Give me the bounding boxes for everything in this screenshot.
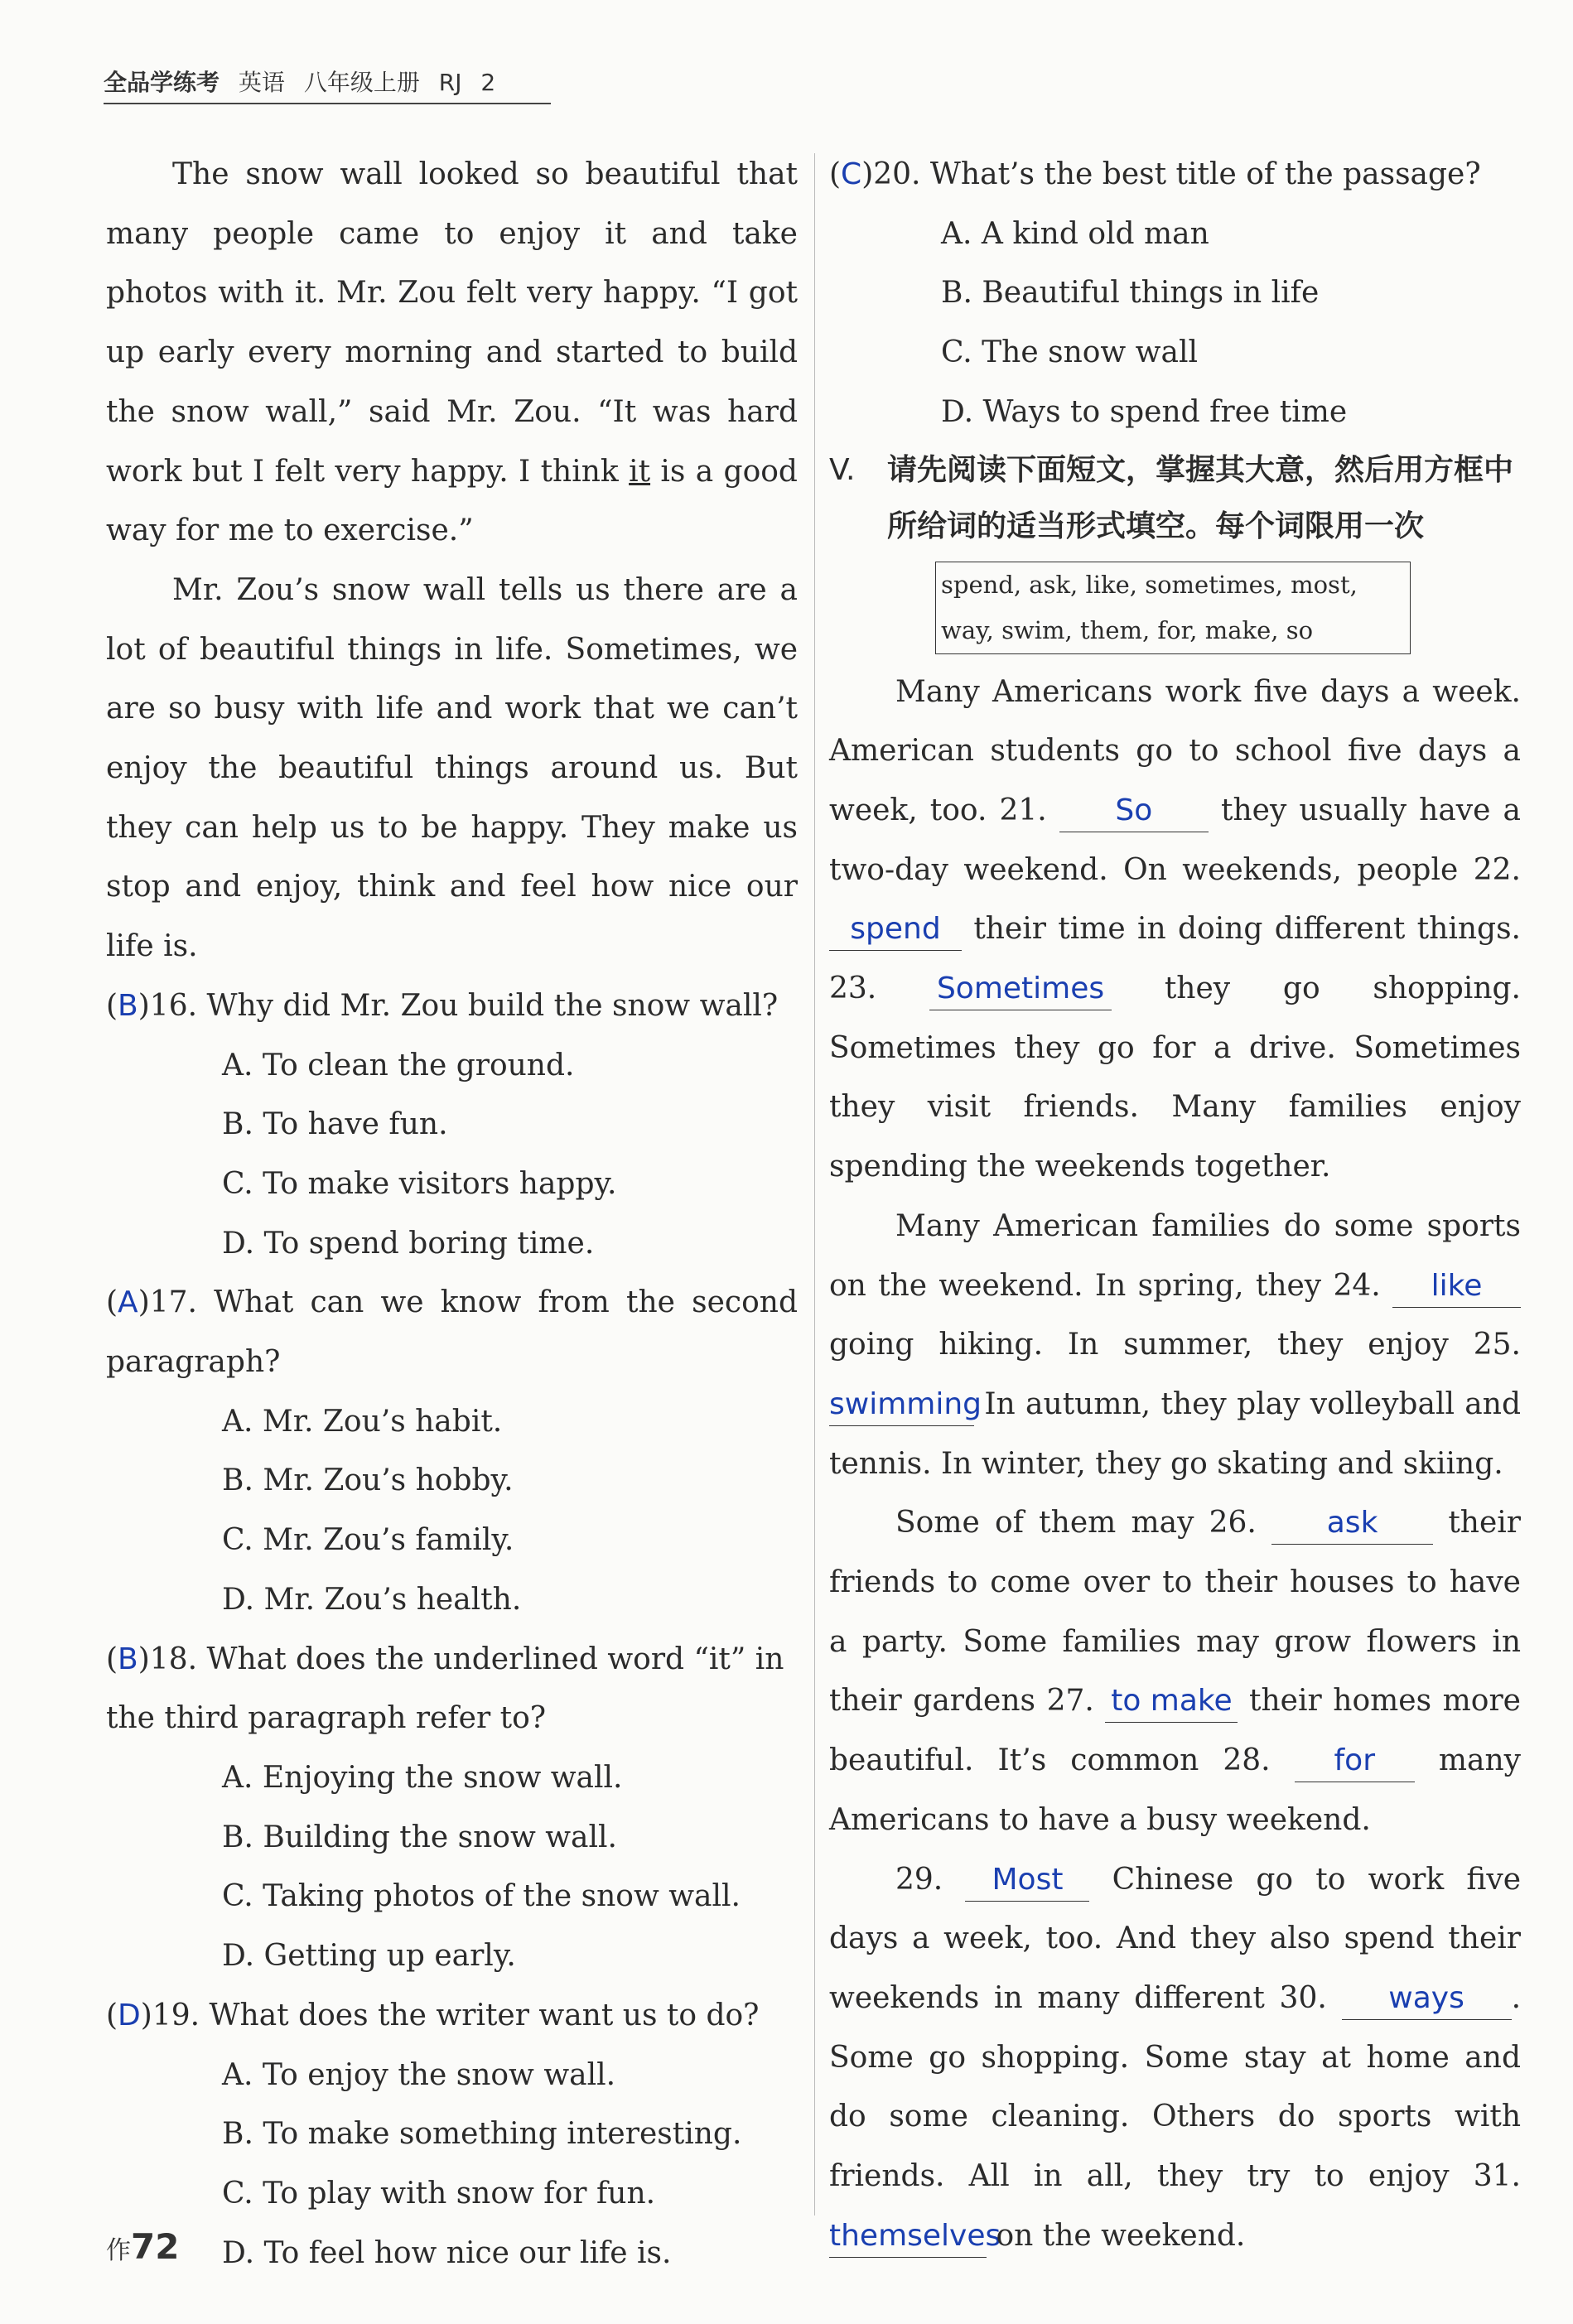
question-20: (C)20. What’s the best title of the passage? A. A kind old man B. Beautiful things in life C. The snow wall D. Ways to spend free time: [829, 145, 1521, 442]
answer-17: A: [118, 1285, 138, 1320]
option: B. Beautiful things in life: [941, 276, 1320, 311]
word-box-line: spend, ask, like, sometimes, most,: [941, 570, 1358, 599]
option: C. To play with snow for fun.: [222, 2176, 656, 2211]
answer-20: C: [841, 157, 862, 191]
option: C. Mr. Zou’s family.: [222, 1523, 514, 1558]
question-17: (A)17. What can we know from the second paragraph? A. Mr. Zou’s habit. B. Mr. Zou’s hobby. C. Mr. Zou’s family. D. Mr. Zou’s health.: [106, 1273, 798, 1629]
paragraph-text: Chinese go to work five days a week, too. And they also spend their weekends in many different 30.: [829, 1862, 1521, 2015]
blank-27: to make: [1105, 1680, 1238, 1723]
paragraph-text: they usually have a two-day weekend. On weekends, people 22.: [829, 793, 1521, 887]
paragraph-text: Many Americans work five days a week. American students go to school five days a week, too. 21.: [829, 674, 1521, 827]
blank-26: ask: [1271, 1502, 1433, 1545]
cloze-paragraph: [829, 1493, 1521, 1849]
paragraph-text: going hiking. In summer, they enjoy 25.: [829, 1328, 1521, 1362]
option: D. Ways to spend free time: [941, 394, 1348, 429]
option: B. Building the snow wall.: [222, 1820, 617, 1854]
paragraph-text: . Some go shopping. Some stay at home and do some cleaning. Others do sports with friends. All in all, they try to enjoy 31.: [829, 1980, 1522, 2194]
header-rule: [104, 103, 551, 104]
paragraph-text: Some of them may 26.: [895, 1506, 1257, 1540]
column-divider: [814, 153, 815, 2216]
option: D. To spend boring time.: [222, 1226, 595, 1261]
paragraph-text: In autumn, they play volleyball and tennis. In winter, they go skating and skiing.: [829, 1386, 1521, 1481]
option: B. To make something interesting.: [222, 2117, 742, 2152]
blank-30: ways: [1342, 1978, 1512, 2020]
section-number: V.: [829, 452, 856, 487]
answer-16: B: [118, 988, 138, 1023]
passage-paragraph: [106, 145, 798, 561]
page-header: [104, 65, 507, 98]
section-instruction: [829, 442, 1521, 555]
option: D. To feel how nice our life is.: [222, 2235, 672, 2270]
paragraph-text: Many American families do some sports on the weekend. In spring, they 24.: [829, 1208, 1521, 1303]
blank-25: swimming: [829, 1384, 974, 1426]
option: D. Getting up early.: [222, 1939, 516, 1974]
paragraph-text: their friends to come over to their houses to have a party. Some families may grow flowers in their gardens 27.: [829, 1506, 1521, 1719]
edition: RJ: [438, 69, 462, 96]
option: A. Enjoying the snow wall.: [222, 1760, 623, 1795]
question-stem: 17. What can we know from the second paragraph?: [106, 1285, 798, 1380]
option: D. Mr. Zou’s health.: [222, 1582, 522, 1617]
right-column: [829, 145, 1521, 2266]
option: C. To make visitors happy.: [222, 1166, 617, 1201]
word-box: [935, 562, 1411, 654]
page-footer: [106, 2226, 179, 2267]
underlined-it: it: [629, 454, 651, 489]
paragraph-text: they go shopping. Sometimes they go for a drive. Sometimes they visit friends. Many families enjoy spending the weekends together.: [829, 972, 1521, 1184]
page-number: 72: [131, 2226, 180, 2267]
instruction-text: 请先阅读下面短文，掌握其大意，然后用方框中所给词的适当形式填空。每个词限用一次: [887, 452, 1514, 543]
option: A. Mr. Zou’s habit.: [222, 1404, 503, 1439]
left-column: [106, 145, 798, 2283]
blank-23: Sometimes: [929, 968, 1112, 1010]
book-number: 2: [480, 69, 496, 96]
blank-21: So: [1059, 790, 1209, 832]
cloze-paragraph: [829, 1197, 1521, 1494]
word-box-line: way, swim, them, for, make, so: [941, 615, 1314, 644]
option: B. To have fun.: [222, 1107, 448, 1142]
option: C. The snow wall: [941, 335, 1198, 370]
question-stem: 18. What does the underlined word “it” in the third paragraph refer to?: [106, 1642, 784, 1736]
blank-28: for: [1295, 1740, 1415, 1782]
paragraph-text: their time in doing different things. 23.: [829, 912, 1521, 1006]
paragraph-text: is a good way for me to exercise.”: [106, 454, 798, 548]
footer-prefix: 作: [106, 2236, 131, 2265]
option: C. Taking photos of the snow wall.: [222, 1879, 741, 1914]
blank-24: like: [1392, 1266, 1521, 1308]
option: B. Mr. Zou’s hobby.: [222, 1463, 514, 1498]
paragraph-text: their homes more beautiful. It’s common 28.: [829, 1684, 1521, 1778]
question-stem: 20. What’s the best title of the passage?: [873, 157, 1481, 191]
question-19: (D)19. What does the writer want us to do? A. To enjoy the snow wall. B. To make something interesting. C. To play with snow for fun. D. To feel how nice our life is.: [106, 1986, 798, 2283]
passage-paragraph: Mr. Zou’s snow wall tells us there are a lot of beautiful things in life. Sometimes, we are so busy with life and work that we can’t enjoy the beautiful things around us. But they can help us to be happy. They make us stop and enjoy, think and feel how nice our life is.: [106, 572, 798, 964]
grade: 八年级上册: [303, 69, 420, 96]
subject: 英语: [238, 69, 285, 96]
question-16: (B)16. Why did Mr. Zou build the snow wall? A. To clean the ground. B. To have fun. C. To make visitors happy. D. To spend boring time.: [106, 976, 798, 1274]
paragraph-text: many Americans to have a busy weekend.: [829, 1743, 1521, 1837]
question-stem: 16. Why did Mr. Zou build the snow wall?: [149, 988, 779, 1023]
answer-19: D: [118, 1998, 141, 2032]
series-name: 全品学练考: [104, 69, 220, 96]
paragraph-text: on the weekend.: [996, 2218, 1246, 2253]
cloze-paragraph: [829, 663, 1521, 1197]
option: A. To enjoy the snow wall.: [222, 2057, 616, 2092]
blank-31: themselves: [829, 2216, 987, 2258]
option: A. To clean the ground.: [222, 1048, 575, 1082]
question-stem: 19. What does the writer want us to do?: [152, 1998, 760, 2032]
blank-22: spend: [829, 909, 962, 951]
cloze-paragraph: [829, 1850, 1521, 2266]
paragraph-text: The snow wall looked so beautiful that many people came to enjoy it and take photos with it. Mr. Zou felt very happy. “I got up early every morning and started to build the snow wall,” said Mr. Zou. “It was hard work but I felt very happy. I think: [106, 157, 798, 489]
answer-18: B: [118, 1642, 138, 1676]
paragraph-text: 29.: [895, 1862, 943, 1897]
blank-29: Most: [965, 1859, 1089, 1902]
option: A. A kind old man: [941, 216, 1209, 251]
question-18: (B)18. What does the underlined word “it” in the third paragraph refer to? A. Enjoying the snow wall. B. Building the snow wall. C. Taking photos of the snow wall. D. Getting up early.: [106, 1630, 798, 1986]
